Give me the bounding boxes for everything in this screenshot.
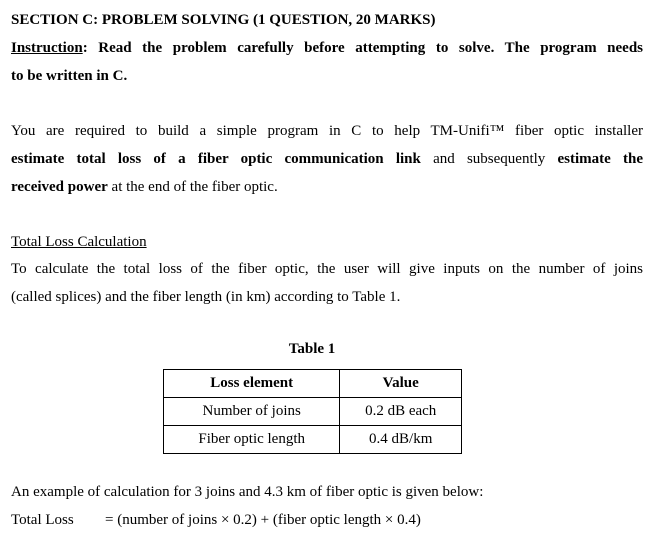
table-cell: 0.4 dB/km [340,426,462,454]
example-line: An example of calculation for 3 joins and 4.3 km of fiber optic is given below: [11,484,484,500]
table-title: Table 1 [288,341,336,357]
intro-bold-1: estimate total loss of a fiber optic communication link [11,151,421,167]
table-header-cell: Loss element [164,370,340,398]
equation-text: = (number of joins × 0.2) + (fiber optic length × 0.4) [105,512,421,528]
intro-line-1: You are required to build a simple program in C to help TM-Unifi™ fiber optic installer [11,123,643,139]
intro-bold-3: received power [11,179,108,195]
instruction-colon: : [82,40,88,56]
instruction-text-1: Read the problem carefully before attempting to solve. The program needs [98,40,644,56]
section-title: SECTION C: PROBLEM SOLVING (1 QUESTION, 20 MARKS) [11,12,436,28]
intro-line-2 [11,149,643,169]
table-header-row [164,370,462,398]
table-row [164,426,462,454]
intro-line-3 [11,177,643,197]
table-cell: 0.2 dB each [340,398,462,426]
table-header-cell: Value [340,370,462,398]
loss-table [163,369,462,454]
intro-bold-2: estimate the [557,151,643,167]
instruction-label: Instruction [11,40,83,56]
table-row [164,398,462,426]
intro-mid: and subsequently [420,151,558,167]
equation-label: Total Loss [11,512,74,528]
instruction-line-1 [11,38,643,58]
table-cell: Number of joins [164,398,340,426]
total-loss-para-2: (called splices) and the fiber length (in km) according to Table 1. [11,289,401,305]
equation-line [11,510,643,530]
table-cell: Fiber optic length [164,426,340,454]
total-loss-para-1: To calculate the total loss of the fiber optic, the user will give inputs on the number of joins [11,261,643,277]
total-loss-heading: Total Loss Calculation [11,234,147,250]
intro-rest: at the end of the fiber optic. [107,179,278,195]
instruction-line-2: to be written in C. [11,68,128,84]
